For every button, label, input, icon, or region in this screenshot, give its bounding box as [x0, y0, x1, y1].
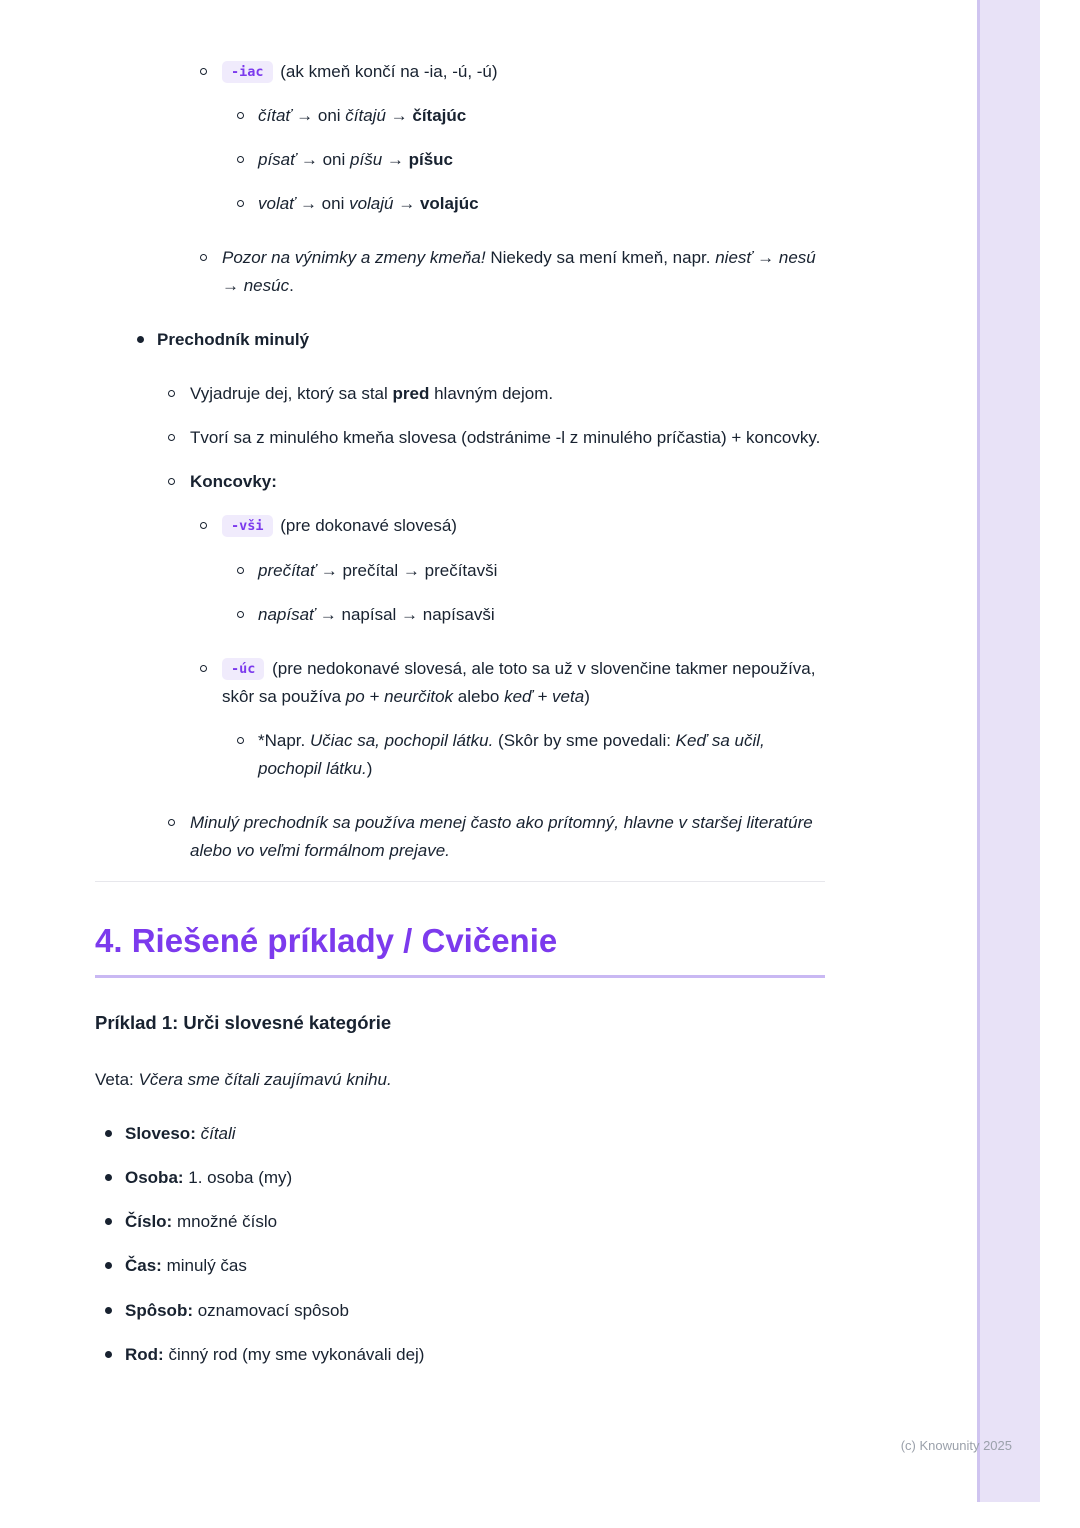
text-segment: prečítať — [258, 560, 316, 580]
text-segment: alebo — [453, 686, 505, 706]
bullet-circle-marker — [200, 68, 207, 75]
bullet-disc-marker — [105, 1174, 112, 1181]
text-segment: → oni — [296, 150, 351, 170]
section-divider — [95, 881, 825, 882]
text-segment: Prechodník minulý — [157, 330, 310, 350]
text-segment: 1. osoba (my) — [183, 1168, 293, 1188]
list-item — [95, 1341, 825, 1369]
list-item — [95, 809, 825, 865]
text-segment: ) — [366, 758, 373, 778]
bullet-circle-marker — [237, 200, 244, 207]
list-item — [95, 380, 825, 408]
text-segment: čítali — [200, 1124, 236, 1144]
page-side-rail — [977, 0, 1040, 1502]
bullet-circle-marker — [237, 611, 244, 618]
text-segment: pred — [392, 384, 430, 404]
code-badge: -vši — [222, 515, 273, 537]
text-segment: (pre dokonavé slovesá) — [275, 516, 457, 536]
example-title: Príklad 1: Urči slovesné kategórie — [95, 1011, 392, 1033]
bullet-circle-marker — [237, 567, 244, 574]
text-segment: čítajúc — [412, 106, 467, 126]
text-segment: (ak kmeň končí na -ia, -ú, -ú) — [275, 62, 498, 81]
text-segment: (pre nedokonavé slovesá, ale toto sa už v slovenčine takmer nepoužíva, skôr sa používa — [222, 658, 816, 706]
text-segment: píšu — [350, 150, 383, 170]
list-item — [95, 1164, 825, 1192]
list-item — [95, 1297, 825, 1325]
text-segment: čítať — [258, 106, 292, 126]
bullet-disc-marker — [105, 1130, 112, 1137]
text-segment: volať — [258, 194, 296, 214]
bullet-circle-marker — [200, 665, 207, 672]
list-item — [95, 146, 825, 174]
text-segment: čítajú — [345, 106, 386, 126]
bullet-circle-marker — [237, 737, 244, 744]
list-item — [95, 468, 825, 496]
text-segment: činný rod (my sme vykonávali dej) — [163, 1344, 425, 1364]
text-segment: → napísal → napísavši — [315, 604, 495, 624]
text-segment: Sloveso: — [125, 1124, 196, 1144]
text-segment: Čas: — [125, 1256, 162, 1276]
list-item — [95, 326, 825, 354]
text-segment: množné číslo — [172, 1212, 278, 1232]
bullet-circle-marker — [237, 156, 244, 163]
text-segment: Číslo: — [125, 1212, 173, 1232]
list-item — [95, 1120, 825, 1148]
text-segment: → prečítal → prečítavši — [316, 560, 498, 580]
list-item — [95, 655, 825, 711]
list-item — [95, 58, 825, 86]
text-segment: Koncovky: — [190, 472, 277, 492]
text-segment: → — [382, 150, 409, 170]
text-segment: (Skôr by sme povedali: — [493, 730, 676, 750]
list-item — [95, 102, 825, 130]
text-segment: Učiac sa, pochopil látku. — [309, 730, 494, 750]
bullet-disc-marker — [105, 1351, 112, 1358]
list-item — [95, 727, 825, 783]
text-segment: Osoba: — [125, 1168, 184, 1188]
bullet-circle-marker — [200, 522, 207, 529]
list-item — [95, 512, 825, 540]
text-segment: po + neurčitok — [345, 686, 454, 706]
text-segment: → — [393, 194, 420, 214]
text-segment: niesť → nesú → nesúc — [222, 248, 816, 296]
text-segment: Rod: — [125, 1344, 164, 1364]
text-segment: Veta: — [95, 1070, 139, 1090]
bullet-circle-marker — [168, 434, 175, 441]
copyright-footer: (c) Knowunity 2025 — [900, 1438, 1012, 1453]
bullet-circle-marker — [237, 112, 244, 119]
bullet-disc-marker — [105, 1307, 112, 1314]
text-segment: Minulý prechodník sa používa menej často ako prítomný, hlavne v staršej literatúre alebo vo veľmi formálnom prejave. — [190, 812, 813, 860]
code-badge: -úc — [222, 658, 264, 680]
text-segment: Spôsob: — [125, 1300, 193, 1320]
text-segment: ) — [584, 686, 590, 706]
code-badge: -iac — [222, 61, 273, 83]
text-segment: *Napr. — [258, 730, 310, 750]
bullet-circle-marker — [168, 478, 175, 485]
sentence-paragraph — [95, 1066, 825, 1094]
text-segment: volajúc — [419, 194, 479, 214]
text-segment: Tvorí sa z minulého kmeňa slovesa (odstránime -l z minulého príčastia) + koncovky. — [190, 428, 821, 448]
list-item — [95, 1252, 825, 1280]
list-item — [95, 601, 825, 629]
text-segment: napísať — [258, 604, 316, 624]
list-item — [95, 244, 825, 300]
text-segment: Keď sa učil, pochopil látku. — [258, 730, 765, 778]
bullet-circle-marker — [168, 819, 175, 826]
bullet-disc-marker — [105, 1262, 112, 1269]
bullet-circle-marker — [168, 390, 175, 397]
list-item — [95, 190, 825, 218]
text-segment: hlavným dejom. — [429, 384, 554, 404]
bullet-circle-marker — [200, 254, 207, 261]
text-segment: Niekedy sa mení kmeň, napr. — [485, 248, 716, 268]
text-segment: oznamovací spôsob — [193, 1300, 349, 1320]
list-item — [95, 1208, 825, 1236]
content-blocks — [95, 58, 825, 1385]
text-segment: → oni — [291, 106, 346, 126]
text-segment: . — [289, 276, 294, 296]
text-segment: písať — [258, 150, 297, 170]
text-segment: minulý čas — [161, 1256, 247, 1276]
list-item — [95, 557, 825, 585]
bullet-disc-marker — [105, 1218, 112, 1225]
list-item — [95, 424, 825, 452]
text-segment: keď + veta — [504, 686, 585, 706]
text-segment: Vyjadruje dej, ktorý sa stal — [190, 384, 393, 404]
section-heading: 4. Riešené príklady / Cvičenie — [95, 920, 825, 978]
text-segment: Pozor na výnimky a zmeny kmeňa! — [222, 248, 486, 268]
text-segment: → — [385, 106, 413, 126]
text-segment: píšuc — [408, 150, 454, 170]
bullet-disc-marker — [137, 336, 144, 343]
text-segment: Včera sme čítali zaujímavú knihu. — [138, 1070, 392, 1090]
text-segment: volajú — [349, 194, 394, 214]
text-segment: → oni — [295, 194, 350, 214]
